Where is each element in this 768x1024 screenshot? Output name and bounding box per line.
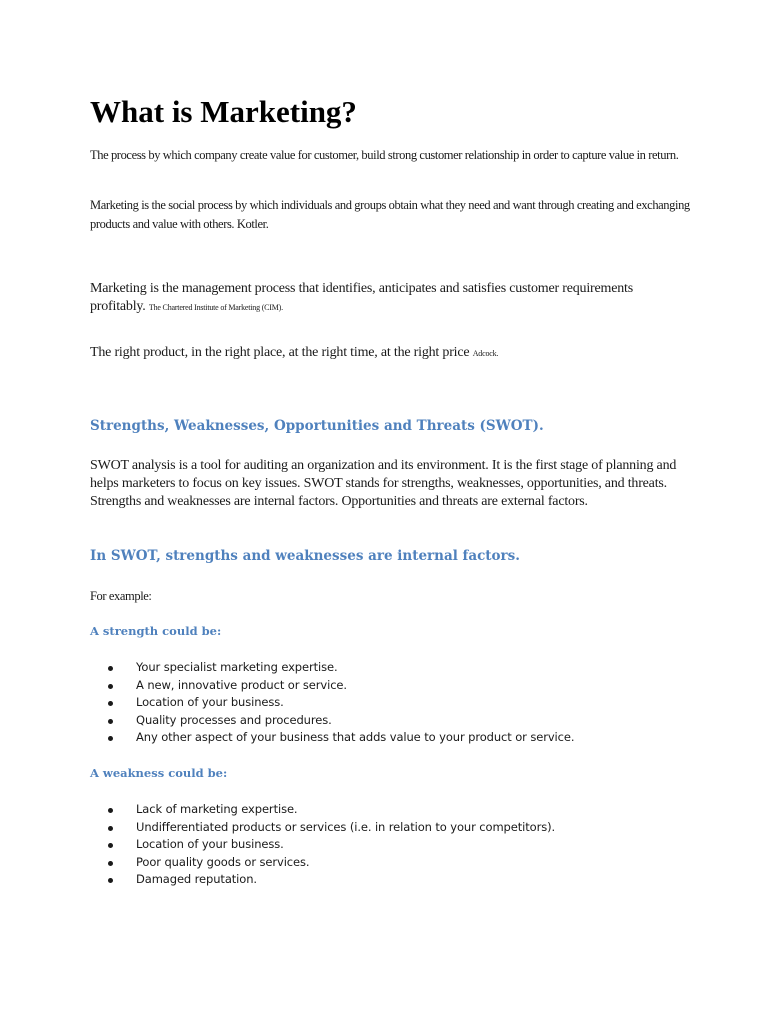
swot-intro: SWOT analysis is a tool for auditing an organization and its environment. It is the first stage of planning and helps marketers to focus on key issues. SWOT stands for strengths, weaknesses, opportunities, and threats. Strengths and weaknesses are internal factors. Opportunities and threats are external factors.: [90, 458, 677, 509]
list-item: [108, 871, 555, 889]
strength-heading: A strength could be:: [90, 624, 222, 638]
list-item: [108, 659, 574, 677]
list-item-text: Your specialist marketing expertise.: [136, 660, 338, 674]
definition-cim: [90, 280, 690, 317]
list-item: [108, 801, 555, 819]
bullet-icon: [108, 719, 113, 724]
list-item-text: Location of your business.: [136, 695, 284, 709]
bullet-icon: [108, 808, 113, 813]
list-item-text: A new, innovative product or service.: [136, 677, 347, 692]
list-item: [108, 694, 574, 712]
list-item-text: Poor quality goods or services.: [136, 854, 310, 869]
list-item-text: Undifferentiated products or services (i.e. in relation to your competitors).: [136, 819, 556, 834]
strengths-list: [108, 659, 574, 747]
list-item: [108, 712, 574, 730]
definition-kotler: Marketing is the social process by which individuals and groups obtain what they need and want through creating and exchanging products and value with others. Kotler.: [90, 198, 690, 231]
for-example-label: For example:: [90, 589, 152, 603]
definition-cim-text: Marketing is the management process that identifies, anticipates and satisfies customer requirements profitably.: [90, 281, 633, 314]
list-item: [108, 677, 574, 695]
list-item: [108, 836, 555, 854]
weaknesses-list: [108, 801, 555, 889]
bullet-icon: [108, 701, 113, 706]
page-title: What is Marketing?: [90, 94, 357, 129]
list-item-text: Any other aspect of your business that adds value to your product or service.: [136, 730, 575, 744]
definition-adcock-source: Adcock.: [472, 349, 499, 358]
list-item-text: Lack of marketing expertise.: [136, 802, 298, 816]
weakness-heading: A weakness could be:: [90, 766, 228, 780]
list-item: [108, 819, 555, 837]
definition-value-capture: The process by which company create value for customer, build strong customer relationship in order to capture value in return.: [90, 148, 679, 162]
bullet-icon: [108, 861, 113, 866]
swot-heading: Strengths, Weaknesses, Opportunities and Threats (SWOT).: [90, 418, 544, 434]
bullet-icon: [108, 843, 113, 848]
bullet-icon: [108, 684, 113, 689]
list-item: [108, 729, 574, 747]
bullet-icon: [108, 826, 113, 831]
swot-internal-heading: In SWOT, strengths and weaknesses are internal factors.: [90, 548, 520, 564]
list-item-text: Quality processes and procedures.: [136, 712, 332, 727]
list-item-text: Location of your business.: [136, 837, 284, 851]
list-item-text: Damaged reputation.: [136, 872, 257, 886]
list-item: [108, 854, 555, 872]
bullet-icon: [108, 666, 113, 671]
definition-cim-source: The Chartered Institute of Marketing (CIM).: [148, 303, 283, 312]
definition-adcock-text: The right product, in the right place, at the right time, at the right price: [90, 345, 470, 360]
definition-adcock: [90, 344, 690, 363]
bullet-icon: [108, 878, 113, 883]
bullet-icon: [108, 736, 113, 741]
